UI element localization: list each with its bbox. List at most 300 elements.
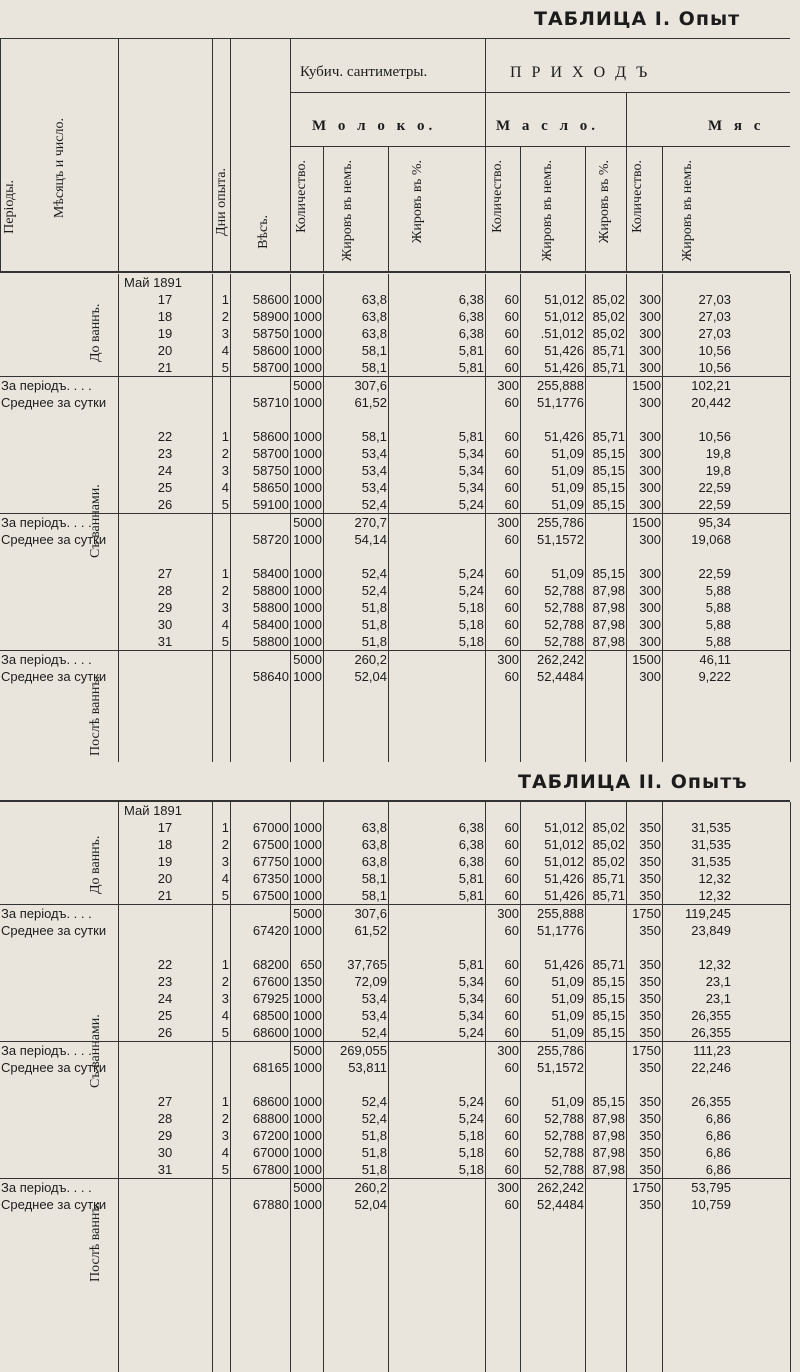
blank-cell — [0, 291, 118, 308]
daily-average-label: Среднее за сутки — [1, 1060, 107, 1075]
meat-quantity-cell: 350 — [639, 837, 661, 852]
milk-quantity-cell: 1000 — [293, 1162, 322, 1177]
blank-cell — [485, 802, 520, 819]
header-intake: П Р И Х О Д Ъ — [510, 64, 651, 81]
date-cell: 30 — [157, 1145, 173, 1160]
milk-fat-percent-cell: 5,34 — [458, 480, 484, 495]
date-cell: 19 — [157, 854, 173, 869]
blank-cell — [485, 411, 520, 428]
milk-quantity-cell: 1000 — [293, 360, 322, 375]
blank-cell — [732, 1024, 790, 1042]
oil-quantity-cell: 60 — [504, 871, 519, 886]
meat-quantity-cell: 350 — [639, 871, 661, 886]
milk-fat-percent-cell: 5,81 — [458, 343, 484, 358]
milk-fat-percent-cell: 5,34 — [458, 974, 484, 989]
meat-fat-amount-cell: 12,32 — [698, 888, 731, 903]
column-rule — [520, 802, 521, 1372]
experiment-day-cell: 4 — [221, 1008, 229, 1023]
oil-fat-amount-cell: 51,012 — [544, 837, 584, 852]
blank-cell — [732, 582, 790, 599]
table1-title: ТАБЛИЦА I. Опыт — [534, 8, 741, 30]
blank-cell — [0, 887, 118, 905]
oil-quantity-cell: 60 — [504, 566, 519, 581]
blank-cell — [732, 956, 790, 973]
experiment-day-cell: 3 — [221, 463, 229, 478]
meat-fat-amount-cell: 10,56 — [698, 429, 731, 444]
blank-cell — [290, 274, 323, 291]
milk-fat-amount-cell: 51,8 — [361, 634, 387, 649]
oil-fat-percent-cell: 85,15 — [592, 566, 625, 581]
experiment-day-cell: 3 — [221, 854, 229, 869]
milk-fat-average: 52,04 — [354, 669, 387, 684]
oil-quantity-cell: 60 — [504, 974, 519, 989]
blank-cell — [323, 802, 388, 819]
date-cell: 20 — [157, 871, 173, 886]
milk-fat-amount-cell: 53,4 — [361, 463, 387, 478]
blank-cell — [0, 853, 118, 870]
oil-quantity-average: 60 — [504, 1197, 519, 1212]
experiment-day-cell: 3 — [221, 600, 229, 615]
weight-cell: 67200 — [252, 1128, 289, 1143]
oil-fat-amount-cell: 52,788 — [544, 1128, 584, 1143]
milk-fat-amount-cell: 53,4 — [361, 480, 387, 495]
experiment-day-cell: 5 — [221, 497, 229, 512]
blank-cell — [485, 274, 520, 291]
meat-fat-amount-cell: 26,355 — [691, 1025, 731, 1040]
experiment-day-cell: 4 — [221, 343, 229, 358]
oil-fat-average: 52,4484 — [537, 669, 584, 684]
meat-quantity-average: 350 — [639, 1060, 661, 1075]
blank-cell — [0, 819, 118, 836]
meat-fat-amount-cell: 12,32 — [698, 957, 731, 972]
column-rule — [485, 274, 486, 762]
milk-fat-amount-cell: 63,8 — [361, 292, 387, 307]
blank-cell — [732, 836, 790, 853]
milk-fat-amount-cell: 53,4 — [361, 1008, 387, 1023]
header-meat-quantity: Количество. — [630, 160, 645, 233]
milk-quantity-cell: 1000 — [293, 600, 322, 615]
meat-quantity-cell: 300 — [639, 600, 661, 615]
milk-fat-average: 61,52 — [354, 923, 387, 938]
weight-average: 67420 — [252, 923, 289, 938]
milk-fat-percent-cell: 5,24 — [458, 1094, 484, 1109]
meat-quantity-cell: 300 — [639, 480, 661, 495]
oil-fat-amount-cell: 51,426 — [544, 343, 584, 358]
date-cell: 25 — [157, 1008, 173, 1023]
date-cell: 23 — [157, 974, 173, 989]
milk-fat-amount-cell: 51,8 — [361, 1145, 387, 1160]
blank-cell — [388, 1076, 485, 1093]
oil-quantity-cell: 60 — [504, 1111, 519, 1126]
oil-fat-amount-cell: 52,788 — [544, 1111, 584, 1126]
milk-fat-amount-cell: 52,4 — [361, 1111, 387, 1126]
meat-fat-amount-cell: 26,355 — [691, 1094, 731, 1109]
blank-cell — [0, 428, 118, 445]
milk-fat-percent-cell: 6,38 — [458, 326, 484, 341]
experiment-day-cell: 1 — [221, 566, 229, 581]
meat-fat-total: 102,21 — [662, 377, 732, 395]
header-oil-fat-percent: Жировъ въ %. — [597, 160, 612, 244]
blank-cell — [732, 990, 790, 1007]
milk-quantity-total: 5000 — [290, 651, 323, 669]
milk-quantity-cell: 1000 — [293, 429, 322, 444]
oil-quantity-cell: 60 — [504, 326, 519, 341]
date-cell: 23 — [157, 446, 173, 461]
date-cell: 19 — [157, 326, 173, 341]
blank-cell — [0, 870, 118, 887]
blank-cell — [626, 939, 662, 956]
weight-cell: 58750 — [252, 463, 289, 478]
blank-cell — [323, 274, 388, 291]
blank-cell — [732, 1093, 790, 1110]
meat-fat-amount-cell: 10,56 — [698, 343, 731, 358]
weight-total-cell — [212, 651, 290, 669]
header-oil-quantity: Количество. — [490, 160, 505, 233]
experiment-day-cell: 4 — [221, 1145, 229, 1160]
blank-cell — [0, 1007, 118, 1024]
weight-total-cell — [212, 377, 290, 395]
milk-fat-percent-cell: 6,38 — [458, 837, 484, 852]
header-month-day: Мѣсяцъ и число. — [52, 118, 67, 219]
milk-fat-amount-cell: 51,8 — [361, 617, 387, 632]
oil-fat-amount-cell: 51,09 — [551, 1025, 584, 1040]
milk-quantity-average: 1000 — [293, 1197, 322, 1212]
meat-quantity-cell: 300 — [639, 583, 661, 598]
blank-cell — [585, 1042, 626, 1060]
oil-quantity-total: 300 — [485, 1179, 520, 1197]
blank-cell — [732, 1161, 790, 1179]
blank-cell — [732, 819, 790, 836]
header-milk-fat-amount: Жировъ въ немъ. — [340, 160, 355, 262]
blank-cell — [732, 1127, 790, 1144]
date-cell: 24 — [157, 991, 173, 1006]
meat-fat-amount-cell: 5,88 — [705, 617, 731, 632]
experiment-day-cell: 1 — [221, 292, 229, 307]
blank-cell — [388, 922, 485, 939]
date-cell: 31 — [157, 634, 173, 649]
header-oil: М а с л о. — [496, 118, 599, 134]
table1-block-label-with: Съ ваннами. — [88, 484, 103, 558]
blank-cell — [732, 428, 790, 445]
weight-cell: 67350 — [252, 871, 289, 886]
blank-cell — [0, 325, 118, 342]
blank-cell — [585, 651, 626, 669]
meat-fat-total: 95,34 — [662, 514, 732, 532]
column-rule — [230, 274, 231, 762]
table1-block-label-after: Послѣ ваннъ. — [88, 675, 103, 756]
oil-fat-average: 52,4484 — [537, 1197, 584, 1212]
header-periods: Періоды. — [2, 180, 17, 234]
meat-fat-amount-cell: 22,59 — [698, 497, 731, 512]
weight-average: 58710 — [252, 395, 289, 410]
blank-cell — [732, 922, 790, 939]
oil-quantity-cell: 60 — [504, 343, 519, 358]
meat-fat-amount-cell: 23,1 — [705, 991, 731, 1006]
weight-cell: 68600 — [252, 1025, 289, 1040]
oil-fat-percent-cell: 85,02 — [592, 854, 625, 869]
oil-fat-amount-cell: 52,788 — [544, 617, 584, 632]
milk-fat-percent-cell: 5,81 — [458, 957, 484, 972]
blank-cell — [290, 411, 323, 428]
milk-fat-percent-cell: 6,38 — [458, 854, 484, 869]
blank-cell — [732, 1042, 790, 1060]
experiment-day-cell: 5 — [221, 888, 229, 903]
milk-quantity-average: 1000 — [293, 1060, 322, 1075]
meat-fat-average: 20,442 — [691, 395, 731, 410]
blank-cell — [585, 274, 626, 291]
daily-average-label: Среднее за сутки — [1, 532, 107, 547]
meat-quantity-cell: 350 — [639, 1145, 661, 1160]
oil-fat-percent-cell: 87,98 — [592, 634, 625, 649]
oil-fat-percent-cell: 85,15 — [592, 1008, 625, 1023]
blank-cell — [732, 599, 790, 616]
blank-cell — [662, 1076, 732, 1093]
weight-cell: 67500 — [252, 888, 289, 903]
oil-quantity-cell: 60 — [504, 837, 519, 852]
blank-cell — [585, 411, 626, 428]
milk-quantity-cell: 1000 — [293, 292, 322, 307]
weight-cell: 67600 — [252, 974, 289, 989]
blank-cell — [626, 411, 662, 428]
blank-cell — [212, 411, 230, 428]
experiment-day-cell: 1 — [221, 429, 229, 444]
weight-cell: 68200 — [252, 957, 289, 972]
blank-cell — [0, 582, 118, 599]
milk-fat-total: 307,6 — [323, 377, 388, 395]
oil-fat-percent-cell: 87,98 — [592, 583, 625, 598]
oil-fat-amount-cell: 51,09 — [551, 480, 584, 495]
milk-quantity-cell: 1000 — [293, 566, 322, 581]
oil-quantity-average: 60 — [504, 395, 519, 410]
month-label: Май 1891 — [124, 803, 182, 818]
blank-cell — [732, 1144, 790, 1161]
blank-cell — [230, 411, 290, 428]
oil-quantity-average: 60 — [504, 669, 519, 684]
meat-fat-average: 22,246 — [691, 1060, 731, 1075]
blank-cell — [662, 548, 732, 565]
experiment-day-cell: 3 — [221, 1128, 229, 1143]
milk-fat-amount-cell: 58,1 — [361, 360, 387, 375]
date-cell: 26 — [157, 1025, 173, 1040]
blank-cell — [732, 479, 790, 496]
blank-cell — [520, 274, 585, 291]
meat-quantity-cell: 350 — [639, 1025, 661, 1040]
oil-quantity-total: 300 — [485, 1042, 520, 1060]
meat-fat-amount-cell: 31,535 — [691, 837, 731, 852]
meat-quantity-cell: 300 — [639, 497, 661, 512]
meat-quantity-cell: 350 — [639, 820, 661, 835]
milk-quantity-cell: 1000 — [293, 1094, 322, 1109]
oil-quantity-cell: 60 — [504, 1008, 519, 1023]
period-total-label: За періодъ. . . . — [0, 1042, 212, 1060]
oil-fat-percent-cell: 85,71 — [592, 957, 625, 972]
weight-average: 67880 — [252, 1197, 289, 1212]
experiment-day-cell: 5 — [221, 634, 229, 649]
oil-fat-percent-cell: 85,15 — [592, 991, 625, 1006]
oil-quantity-cell: 60 — [504, 583, 519, 598]
meat-fat-amount-cell: 10,56 — [698, 360, 731, 375]
blank-cell — [585, 377, 626, 395]
oil-quantity-total: 300 — [485, 377, 520, 395]
blank-cell — [732, 802, 790, 819]
blank-cell — [732, 1110, 790, 1127]
milk-fat-percent-cell: 5,24 — [458, 1025, 484, 1040]
blank-cell — [230, 939, 290, 956]
milk-fat-amount-cell: 52,4 — [361, 583, 387, 598]
oil-fat-percent-cell: 85,15 — [592, 497, 625, 512]
blank-cell — [626, 274, 662, 291]
header-cubic-cm: Кубич. сантиметры. — [300, 64, 428, 80]
milk-fat-percent-cell: 5,81 — [458, 871, 484, 886]
meat-quantity-cell: 350 — [639, 974, 661, 989]
meat-quantity-average: 350 — [639, 1197, 661, 1212]
blank-cell — [212, 802, 230, 819]
weight-average: 58720 — [252, 532, 289, 547]
meat-quantity-cell: 350 — [639, 1094, 661, 1109]
meat-fat-amount-cell: 31,535 — [691, 854, 731, 869]
milk-quantity-cell: 1000 — [293, 617, 322, 632]
oil-quantity-cell: 60 — [504, 1128, 519, 1143]
meat-quantity-cell: 300 — [639, 463, 661, 478]
column-rule — [118, 274, 119, 762]
blank-cell — [732, 939, 790, 956]
milk-fat-percent-cell: 5,24 — [458, 583, 484, 598]
blank-cell — [732, 548, 790, 565]
weight-cell: 58600 — [252, 343, 289, 358]
blank-cell — [732, 1076, 790, 1093]
milk-fat-amount-cell: 51,8 — [361, 1128, 387, 1143]
column-rule — [585, 274, 586, 762]
header-meat: М я с — [708, 118, 765, 134]
blank-cell — [0, 956, 118, 973]
blank-cell — [732, 905, 790, 923]
oil-fat-percent-cell: 85,15 — [592, 1025, 625, 1040]
meat-quantity-average: 300 — [639, 532, 661, 547]
oil-fat-amount-cell: 51,09 — [551, 1094, 584, 1109]
column-rule — [485, 802, 486, 1372]
milk-quantity-average: 1000 — [293, 923, 322, 938]
blank-cell — [388, 1179, 485, 1197]
blank-cell — [388, 1059, 485, 1076]
milk-fat-amount-cell: 52,4 — [361, 1094, 387, 1109]
weight-cell: 58400 — [252, 566, 289, 581]
oil-fat-amount-cell: 52,788 — [544, 1162, 584, 1177]
weight-total-cell — [212, 514, 290, 532]
blank-cell — [388, 548, 485, 565]
weight-cell: 58400 — [252, 617, 289, 632]
milk-fat-amount-cell: 52,4 — [361, 1025, 387, 1040]
milk-fat-percent-cell: 5,81 — [458, 888, 484, 903]
header-milk: М о л о к о. — [312, 118, 437, 134]
blank-cell — [290, 548, 323, 565]
milk-fat-percent-cell: 5,81 — [458, 360, 484, 375]
daily-average-label: Среднее за сутки — [1, 395, 107, 410]
meat-fat-amount-cell: 27,03 — [698, 326, 731, 341]
oil-quantity-cell: 60 — [504, 820, 519, 835]
milk-fat-amount-cell: 58,1 — [361, 343, 387, 358]
column-rule — [323, 274, 324, 762]
oil-fat-percent-cell: 85,71 — [592, 343, 625, 358]
milk-fat-average: 61,52 — [354, 395, 387, 410]
oil-fat-percent-cell: 87,98 — [592, 1128, 625, 1143]
blank-cell — [0, 565, 118, 582]
blank-cell — [732, 1179, 790, 1197]
oil-fat-amount-cell: 52,788 — [544, 634, 584, 649]
oil-fat-amount-cell: 51,012 — [544, 292, 584, 307]
weight-cell: 68800 — [252, 1111, 289, 1126]
column-rule — [212, 274, 213, 762]
milk-fat-amount-cell: 63,8 — [361, 854, 387, 869]
blank-cell — [732, 1007, 790, 1024]
weight-cell: 58800 — [252, 600, 289, 615]
oil-quantity-cell: 60 — [504, 429, 519, 444]
meat-quantity-cell: 350 — [639, 1008, 661, 1023]
blank-cell — [662, 411, 732, 428]
milk-quantity-total: 5000 — [290, 1042, 323, 1060]
blank-cell — [662, 939, 732, 956]
blank-cell — [662, 274, 732, 291]
blank-cell — [732, 462, 790, 479]
meat-fat-amount-cell: 19,8 — [705, 446, 731, 461]
period-total-label: За періодъ. . . . — [0, 514, 212, 532]
meat-quantity-cell: 300 — [639, 429, 661, 444]
blank-cell — [230, 1076, 290, 1093]
oil-fat-average: 51,1572 — [537, 1060, 584, 1075]
blank-cell — [732, 531, 790, 548]
oil-quantity-total: 300 — [485, 651, 520, 669]
meat-fat-average: 10,759 — [691, 1197, 731, 1212]
milk-fat-percent-cell: 5,34 — [458, 991, 484, 1006]
blank-cell — [230, 802, 290, 819]
period-total-label: За періодъ. . . . — [0, 377, 212, 395]
experiment-day-cell: 2 — [221, 446, 229, 461]
oil-fat-total: 255,888 — [520, 377, 585, 395]
blank-cell — [0, 802, 118, 819]
oil-fat-percent-cell: 87,98 — [592, 1162, 625, 1177]
period-total-label: За періодъ. . . . — [0, 905, 212, 923]
blank-cell — [585, 531, 626, 548]
blank-cell — [388, 1042, 485, 1060]
column-rule — [388, 274, 389, 762]
milk-fat-percent-cell: 5,34 — [458, 1008, 484, 1023]
date-cell: 24 — [157, 463, 173, 478]
column-rule — [230, 802, 231, 1372]
weight-total-cell — [212, 1179, 290, 1197]
blank-cell — [732, 394, 790, 411]
blank-cell — [732, 325, 790, 342]
milk-fat-percent-cell: 5,18 — [458, 634, 484, 649]
meat-quantity-cell: 350 — [639, 854, 661, 869]
column-rule — [290, 802, 291, 1372]
milk-fat-average: 54,14 — [354, 532, 387, 547]
milk-quantity-cell: 1000 — [293, 1111, 322, 1126]
meat-fat-amount-cell: 5,88 — [705, 583, 731, 598]
blank-cell — [323, 548, 388, 565]
blank-cell — [0, 990, 118, 1007]
milk-quantity-cell: 1000 — [293, 343, 322, 358]
weight-average: 68165 — [252, 1060, 289, 1075]
experiment-day-cell: 2 — [221, 309, 229, 324]
milk-fat-percent-cell: 5,24 — [458, 497, 484, 512]
date-cell: 27 — [157, 1094, 173, 1109]
meat-quantity-cell: 300 — [639, 343, 661, 358]
oil-quantity-cell: 60 — [504, 1162, 519, 1177]
weight-cell: 58800 — [252, 634, 289, 649]
blank-cell — [485, 939, 520, 956]
milk-quantity-cell: 1000 — [293, 871, 322, 886]
date-cell: 28 — [157, 583, 173, 598]
header-milk-quantity: Количество. — [294, 160, 309, 233]
